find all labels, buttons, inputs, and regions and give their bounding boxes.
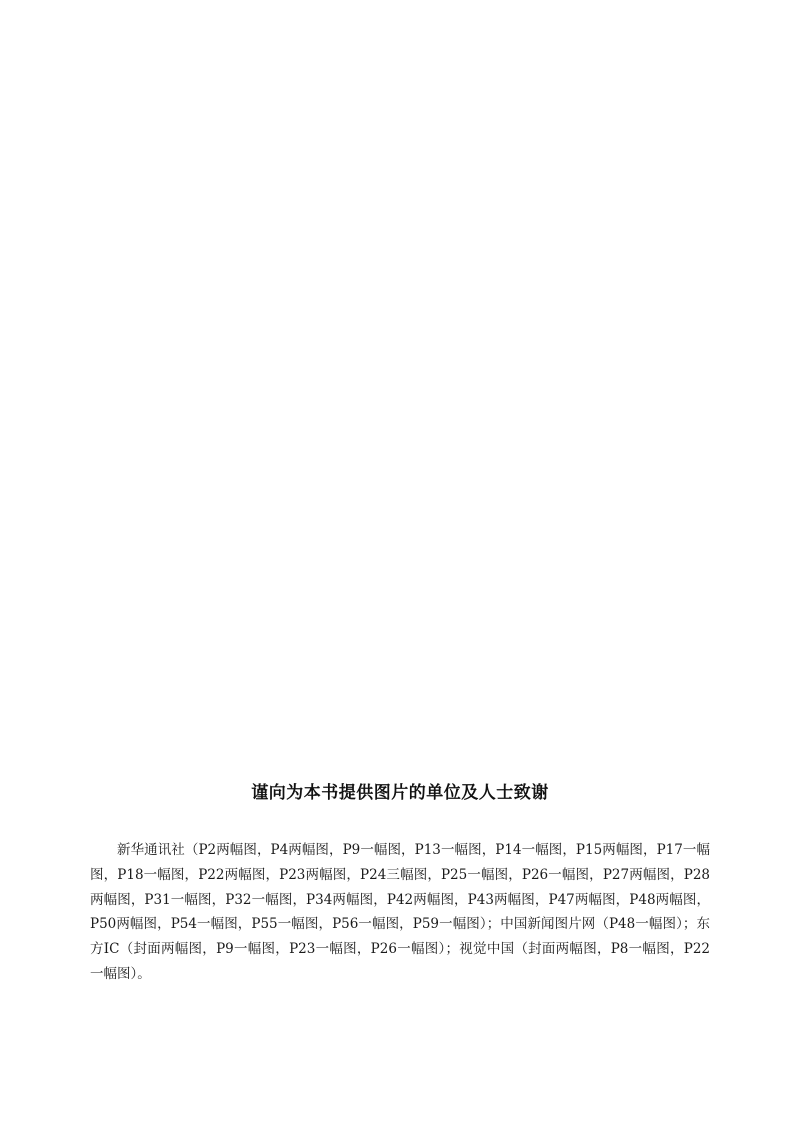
acknowledgement-title: 谨向为本书提供图片的单位及人士致谢 (251, 783, 549, 803)
acknowledgement-paragraph: 新华通讯社（P2两幅图，P4两幅图，P9一幅图，P13一幅图，P14一幅图，P15两幅图，P17一幅图，P18一幅图，P22两幅图，P23两幅图，P24三幅图，P25一幅图，P26一幅图，P27两幅图，P28两幅图，P31一幅图，P32一幅图，P34两幅图，P42两幅图，P43两幅图，P47两幅图，P48两幅图，P50两幅图，P54一幅图，P55一幅图，P56一幅图，P59一幅图）；中国新闻图片网（P48一幅图）；东方IC（封面两幅图，P9一幅图，P23一幅图，P26一幅图）；视觉中国（封面两幅图，P8一幅图，P22一幅图）。 (90, 842, 710, 982)
